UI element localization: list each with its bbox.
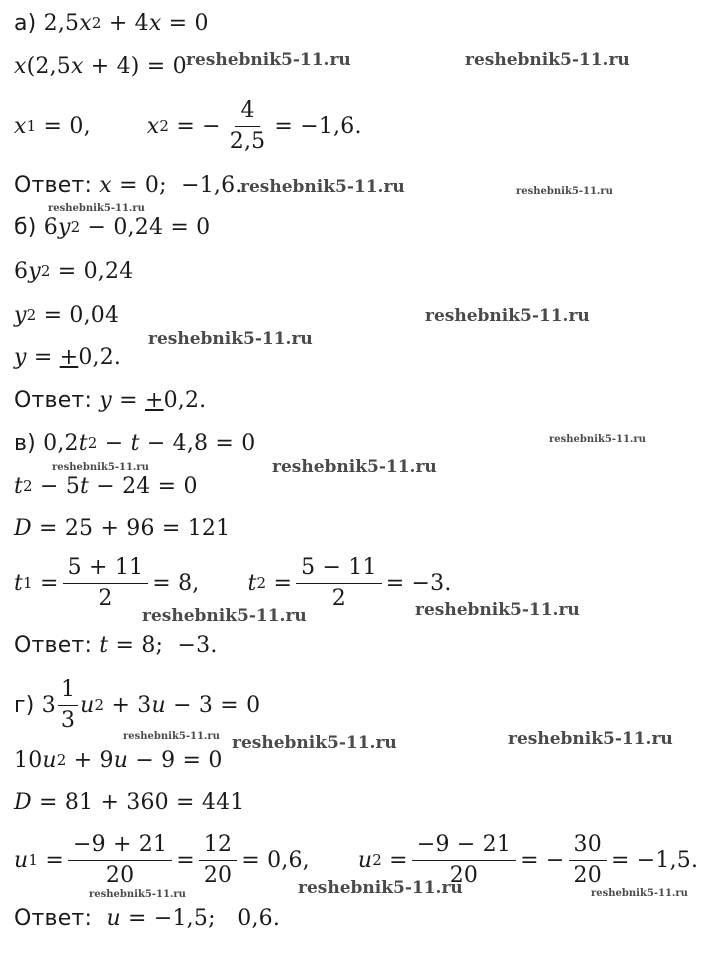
watermark-text: reshebnik5-11.ru bbox=[272, 457, 437, 477]
task-b-equation: б) 6 y 2 − 0,24 = 0 bbox=[14, 214, 211, 240]
answer-label: Ответ: bbox=[14, 905, 93, 931]
task-v-discriminant: D = 25 + 96 = 121 bbox=[14, 515, 231, 541]
task-g-step-1: 10 u 2 + 9 u − 9 = 0 bbox=[14, 747, 223, 773]
answer-label: Ответ: bbox=[14, 387, 93, 413]
watermark-text: reshebnik5-11.ru bbox=[415, 600, 580, 620]
task-v-equation: в) 0,2 t 2 − t − 4,8 = 0 bbox=[14, 430, 256, 456]
watermark-text: reshebnik5-11.ru bbox=[232, 733, 397, 753]
watermark-text: reshebnik5-11.ru bbox=[240, 177, 405, 197]
watermark-text: reshebnik5-11.ru bbox=[142, 606, 307, 626]
watermark-text: reshebnik5-11.ru bbox=[425, 306, 590, 326]
fraction: 30 20 bbox=[569, 830, 607, 891]
watermark-text: reshebnik5-11.ru bbox=[549, 434, 646, 445]
task-g-answer: Ответ: u = −1,5; 0,6. bbox=[14, 905, 281, 931]
task-g-roots: u 1 = −9 + 21 20 = 12 20 = 0,6, u 2 = −9 − 21 20 = − 30 20 = −1,5. bbox=[14, 840, 698, 880]
watermark-text: reshebnik5-11.ru bbox=[89, 889, 186, 900]
watermark-text: reshebnik5-11.ru bbox=[186, 50, 351, 70]
watermark-text: reshebnik5-11.ru bbox=[516, 186, 613, 197]
watermark-text: reshebnik5-11.ru bbox=[123, 731, 220, 742]
fraction: −9 − 21 20 bbox=[412, 830, 516, 891]
watermark-text: reshebnik5-11.ru bbox=[465, 50, 630, 70]
task-a-factored: x (2,5 x + 4) = 0 bbox=[14, 53, 187, 79]
answer-label: Ответ: bbox=[14, 172, 93, 198]
task-v-roots: t 1 = 5 + 11 2 = 8, t 2 = 5 − 11 2 = −3. bbox=[14, 563, 452, 603]
task-g-discriminant: D = 81 + 360 = 441 bbox=[14, 789, 245, 815]
task-b-step-3: y = + 0,2. bbox=[14, 344, 122, 370]
task-v-answer: Ответ: t = 8; −3. bbox=[14, 632, 218, 658]
fraction: 5 + 11 2 bbox=[63, 553, 149, 614]
watermark-text: reshebnik5-11.ru bbox=[148, 329, 313, 349]
watermark-text: reshebnik5-11.ru bbox=[52, 462, 149, 473]
fraction: 12 20 bbox=[199, 830, 237, 891]
fraction: 5 − 11 2 bbox=[296, 553, 382, 614]
watermark-text: reshebnik5-11.ru bbox=[298, 878, 463, 898]
task-g-equation: г) 3 1 3 u 2 + 3 u − 3 = 0 bbox=[14, 685, 260, 725]
task-a-roots: x 1 = 0, x 2 = − 4 2,5 = −1,6. bbox=[14, 106, 362, 146]
task-b-answer: Ответ: y = +0,2. bbox=[14, 387, 207, 413]
watermark-text: reshebnik5-11.ru bbox=[591, 888, 688, 899]
fraction: −9 + 21 20 bbox=[68, 830, 172, 891]
task-v-step-1: t 2 − 5 t − 24 = 0 bbox=[14, 473, 198, 499]
watermark-text: reshebnik5-11.ru bbox=[508, 729, 673, 749]
mixed-fraction: 1 3 bbox=[58, 675, 78, 736]
task-b-step-2: y 2 = 0,04 bbox=[14, 302, 120, 328]
task-a-equation: а) 2,5 x 2 + 4 x = 0 bbox=[14, 10, 209, 36]
task-b-step-1: 6 y 2 = 0,24 bbox=[14, 258, 134, 284]
watermark-text: reshebnik5-11.ru bbox=[48, 203, 145, 214]
task-a-answer: Ответ: x = 0; −1,6. bbox=[14, 172, 243, 198]
fraction: 4 2,5 bbox=[229, 97, 266, 154]
answer-label: Ответ: bbox=[14, 632, 93, 658]
